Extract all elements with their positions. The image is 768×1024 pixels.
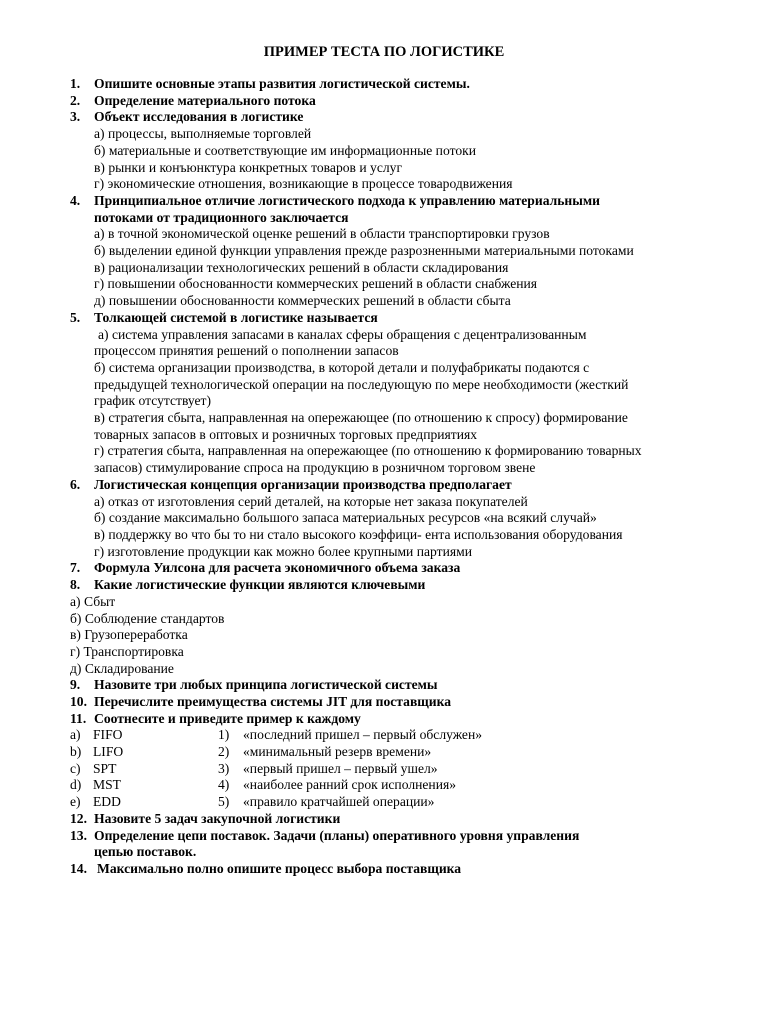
question-number: 14. [70, 860, 87, 876]
answer-option-continued: процессом принятия решений о пополнении запасов [94, 343, 399, 359]
question-12 [0, 811, 768, 828]
question-text: Какие логистические функции являются ключевыми [94, 577, 426, 593]
question-number: 4. [70, 192, 81, 208]
answer-option: г) Транспортировка [70, 643, 184, 659]
question-2 [0, 93, 768, 110]
question-7 [0, 560, 768, 577]
question-text: Назовите три любых принципа логистической системы [94, 677, 438, 693]
question-10 [0, 694, 768, 711]
question-text: Опишите основные этапы развития логистической системы. [94, 76, 470, 91]
match-letter: d) [70, 777, 82, 793]
answer-option: г) повышении обоснованности коммерческих решений в области снабжения [94, 276, 538, 292]
match-code: LIFO [93, 744, 124, 760]
match-letter: c) [70, 760, 81, 776]
match-code: SPT [93, 760, 117, 776]
question-number: 1. [70, 76, 81, 91]
question-text: Объект исследования в логистике [94, 109, 304, 125]
answer-option: в) Грузопереработка [70, 627, 188, 643]
question-number: 10. [70, 694, 87, 710]
question-6 [0, 477, 768, 494]
match-number: 1) [218, 727, 230, 743]
question-text: Назовите 5 задач закупочной логистики [94, 810, 341, 826]
match-number: 4) [218, 777, 230, 793]
answer-option-continued: товарных запасов в оптовых и розничных торговых предприятиях [94, 426, 478, 442]
match-number: 3) [218, 760, 230, 776]
answer-option: г) изготовление продукции как можно более крупными партиями [94, 543, 473, 559]
match-description: «наиболее ранний срок исполнения» [243, 777, 457, 793]
answer-option: а) Сбыт [70, 593, 116, 609]
question-text: Соотнесите и приведите пример к каждому [94, 710, 361, 726]
answer-option: а) процессы, выполняемые торговлей [94, 126, 312, 142]
matching-row [0, 777, 768, 794]
answer-option-continued: график отсутствует) [94, 393, 212, 409]
answer-option: г) стратегия сбыта, направленная на опережающее (по отношению к формированию товарных [94, 443, 642, 459]
matching-row [0, 744, 768, 761]
question-text: Определение цепи поставок. Задачи (планы) оперативного уровня управления [94, 827, 580, 843]
question-list [0, 76, 768, 878]
answer-option: в) стратегия сбыта, направленная на опережающее (по отношению к спросу) формирование [94, 410, 628, 426]
answer-option: д) Складирование [70, 660, 174, 676]
question-number: 6. [70, 476, 81, 492]
question-text: Логистическая концепция организации производства предполагает [94, 476, 512, 492]
answer-option: г) экономические отношения, возникающие в процессе товародвижения [94, 176, 513, 192]
matching-row [0, 727, 768, 744]
answer-option: б) выделении единой функции управления прежде разрозненными материальными потоками [94, 243, 634, 259]
answer-option-continued: запасов) стимулирование спроса на продукцию в розничном торговом звене [94, 460, 536, 476]
match-letter: b) [70, 744, 82, 760]
answer-option: б) материальные и соответствующие им информационные потоки [94, 142, 477, 158]
question-4 [0, 193, 768, 210]
answer-option: в) рынки и конъюнктура конкретных товаров и услуг [94, 159, 403, 175]
question-number: 7. [70, 560, 81, 576]
question-text: Толкающей системой в логистике называется [94, 309, 378, 325]
answer-option: б) создание максимально большого запаса материальных ресурсов «на всякий случай» [94, 510, 597, 526]
question-text: Принципиальное отличие логистического подхода к управлению материальными [94, 192, 600, 208]
question-13 [0, 828, 768, 845]
match-description: «минимальный резерв времени» [243, 744, 432, 760]
matching-row [0, 794, 768, 811]
question-number: 11. [70, 710, 87, 726]
answer-option: а) система управления запасами в каналах сферы обращения с децентрализованным [98, 326, 587, 342]
question-14 [0, 861, 768, 878]
matching-row [0, 761, 768, 778]
match-letter: e) [70, 794, 81, 810]
match-description: «последний пришел – первый обслужен» [243, 727, 483, 743]
question-number: 3. [70, 109, 81, 125]
question-9 [0, 677, 768, 694]
question-text: Максимально полно опишите процесс выбора поставщика [97, 860, 462, 876]
question-3 [0, 109, 768, 126]
match-letter: a) [70, 727, 81, 743]
page-title: ПРИМЕР ТЕСТА ПО ЛОГИСТИКЕ [263, 44, 505, 60]
question-number: 12. [70, 810, 87, 826]
match-code: MST [93, 777, 121, 793]
question-number: 5. [70, 309, 81, 325]
question-number: 2. [70, 92, 81, 108]
answer-option: в) рационализации технологических решений в области складирования [94, 259, 509, 275]
answer-option: а) отказ от изготовления серий деталей, на которые нет заказа покупателей [94, 493, 528, 509]
question-11 [0, 711, 768, 728]
answer-option: б) система организации производства, в которой детали и полуфабрикаты подаются с [94, 359, 590, 375]
answer-option-continued: предыдущей технологической операции на последующую по мере необходимости (жесткий [94, 376, 629, 392]
question-8 [0, 577, 768, 594]
match-number: 5) [218, 794, 230, 810]
question-text: Формула Уилсона для расчета экономичного объема заказа [94, 560, 461, 576]
match-code: FIFO [93, 727, 123, 743]
answer-option: в) поддержку во что бы то ни стало высокого коэффици- ента использования оборудования [94, 526, 623, 542]
question-text-continued: цепью поставок. [94, 844, 197, 860]
answer-option: д) повышении обоснованности коммерческих решений в области сбыта [94, 293, 511, 309]
answer-option: а) в точной экономической оценке решений в области транспортировки грузов [94, 226, 550, 242]
question-text: Определение материального потока [94, 92, 316, 108]
question-number: 9. [70, 677, 81, 693]
question-1 [0, 76, 768, 93]
question-text-continued: потоками от традиционного заключается [94, 209, 349, 225]
match-description: «первый пришел – первый ушел» [243, 760, 438, 776]
question-number: 13. [70, 827, 87, 843]
question-5 [0, 310, 768, 327]
question-text: Перечислите преимущества системы JIT для поставщика [94, 694, 452, 710]
match-description: «правило кратчайшей операции» [243, 794, 435, 810]
match-code: EDD [93, 794, 121, 810]
answer-option: б) Соблюдение стандартов [70, 610, 225, 626]
question-number: 8. [70, 577, 81, 593]
match-number: 2) [218, 744, 230, 760]
